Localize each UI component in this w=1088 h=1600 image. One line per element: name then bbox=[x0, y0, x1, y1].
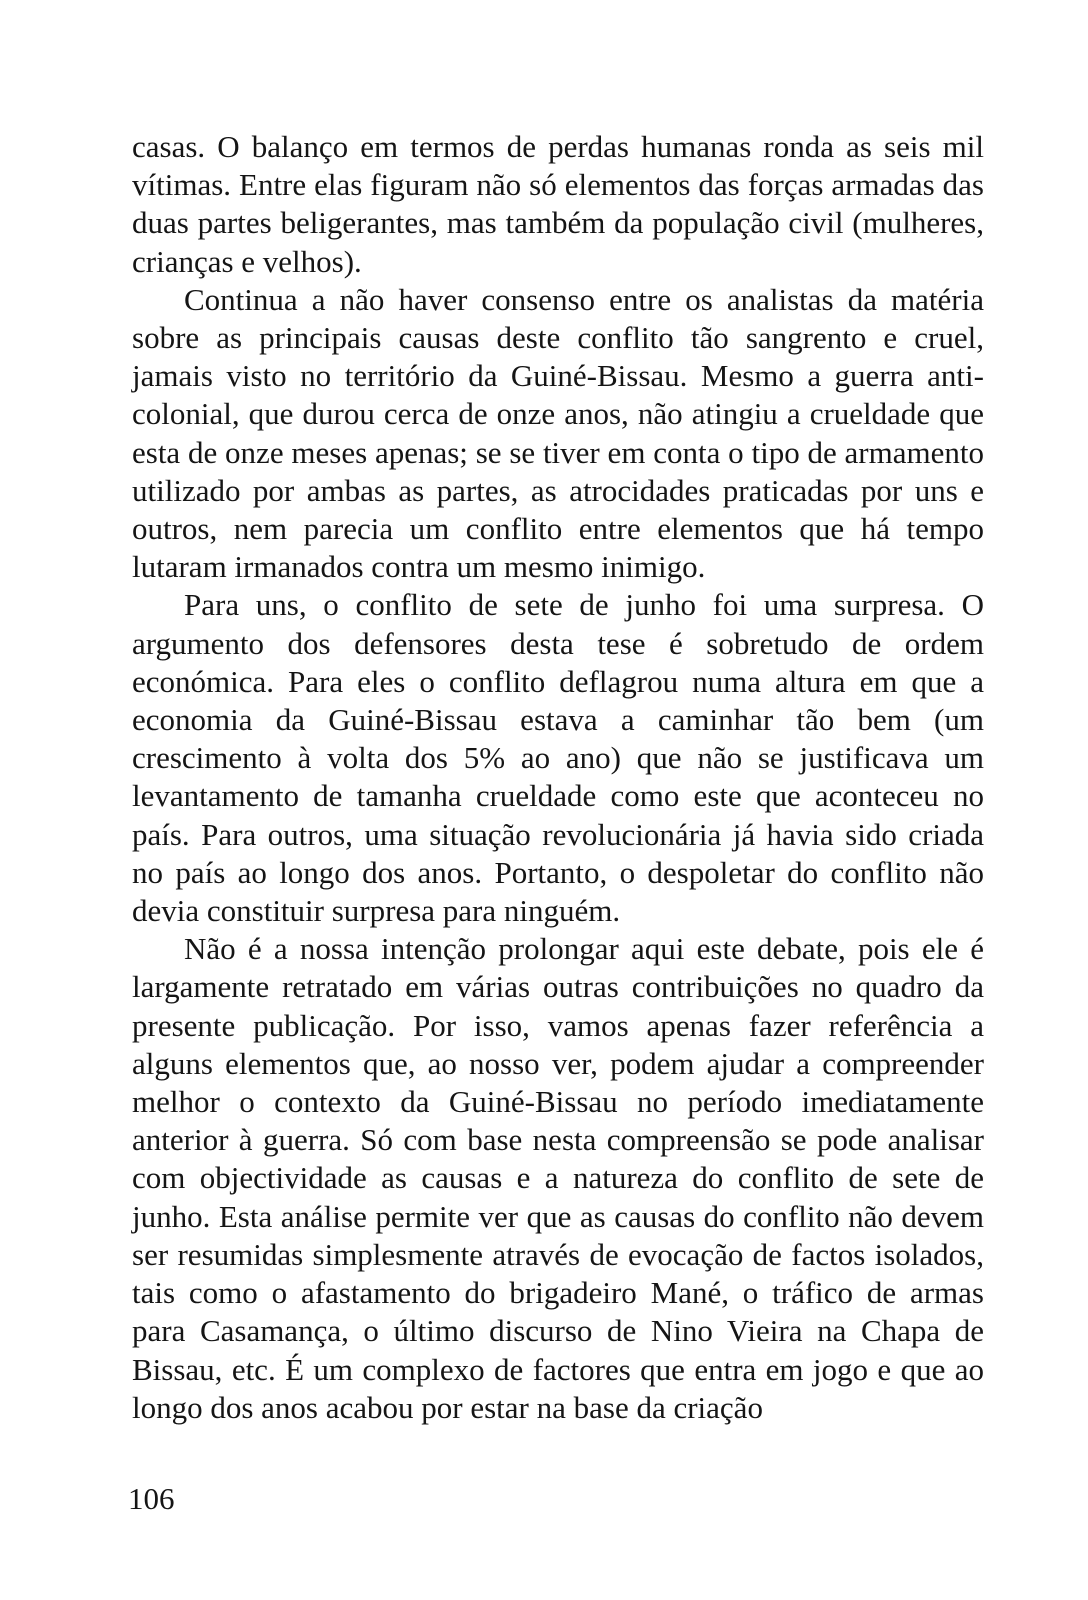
page-number: 106 bbox=[128, 1481, 175, 1516]
body-text bbox=[132, 128, 984, 1427]
paragraph-3: Para uns, o conflito de sete de junho foi uma surpresa. O argumento dos defensores desta tese é sobretudo de ordem económica. Para eles o conflito deflagrou numa altura em que a economia da Guiné-Bissau estava a caminhar tão bem (um crescimento à volta dos 5% ao ano) que não se justificava um levantamento de tamanha crueldade como este que aconteceu no país. Para outros, uma situação revolucionária já havia sido criada no país ao longo dos anos. Portanto, o despoletar do conflito não devia constituir surpresa para ninguém. bbox=[132, 587, 984, 929]
paragraph-4: Não é a nossa intenção prolongar aqui este debate, pois ele é largamente retratado em várias outras contribuições no quadro da presente publicação. Por isso, vamos apenas fazer referência a alguns elementos que, ao nosso ver, podem ajudar a compreender melhor o contexto da Guiné-Bissau no período imediatamente anterior à guerra. Só com base nesta compreensão se pode analisar com objectividade as causas e a natureza do conflito de sete de junho. Esta análise permite ver que as causas do conflito não devem ser resumidas simplesmente através de evocação de factos isolados, tais como o afastamento do brigadeiro Mané, o tráfico de armas para Casamança, o último discurso de Nino Vieira na Chapa de Bissau, etc. É um complexo de factores que entra em jogo e que ao longo dos anos acabou por estar na base da criação bbox=[132, 931, 984, 1425]
paragraph-2: Continua a não haver consenso entre os analistas da matéria sobre as principais causas deste conflito tão sangrento e cruel, jamais visto no território da Guiné-Bissau. Mesmo a guerra anticolonial, que durou cerca de onze anos, não atingiu a crueldade que esta de onze meses apenas; se se tiver em conta o tipo de armamento utilizado por ambas as partes, as atrocidades praticadas por uns e outros, nem parecia um conflito entre elementos que há tempo lutaram irmanados contra um mesmo inimigo. bbox=[132, 281, 984, 585]
paragraph-1: casas. O balanço em termos de perdas humanas ronda as seis mil vítimas. Entre elas figuram não só elementos das forças armadas das duas partes beligerantes, mas também da população civil (mulheres, crianças e velhos). bbox=[132, 129, 984, 279]
